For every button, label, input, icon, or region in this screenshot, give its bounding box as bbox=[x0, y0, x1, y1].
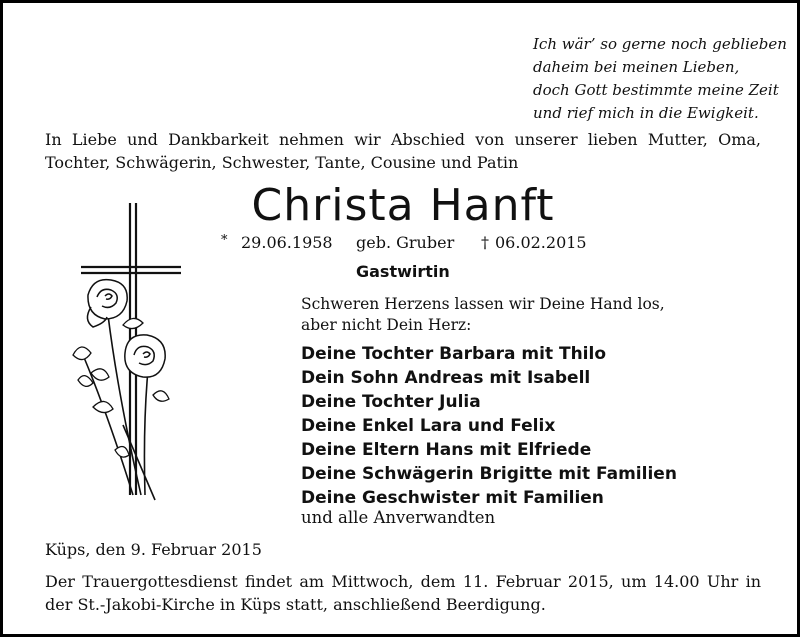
deceased-name: Christa Hanft bbox=[251, 180, 555, 231]
verse-line: doch Gott bestimmte meine Zeit bbox=[533, 81, 779, 99]
occupation: Gastwirtin bbox=[356, 262, 450, 281]
funeral-service-info: Der Trauergottesdienst findet am Mittwoch, dem 11. Februar 2015, um 14.00 Uhr in der St.-Jakobi-Kirche in Küps statt, anschließend Beerdigung. bbox=[45, 572, 761, 614]
mourners-list bbox=[301, 342, 721, 510]
mourner-line: Deine Tochter Julia bbox=[301, 392, 481, 412]
verse-line: und rief mich in die Ewigkeit. bbox=[533, 104, 759, 122]
mourner-line: Deine Enkel Lara und Felix bbox=[301, 416, 556, 436]
death-symbol: † bbox=[481, 233, 489, 252]
mourner-line: Deine Geschwister mit Familien bbox=[301, 488, 604, 508]
lead-line: aber nicht Dein Herz: bbox=[301, 316, 472, 334]
mourner-line: Deine Schwägerin Brigitte mit Familien bbox=[301, 464, 677, 484]
mourner-line: Deine Eltern Hans mit Elfriede bbox=[301, 440, 592, 460]
place-date: Küps, den 9. Februar 2015 bbox=[45, 540, 262, 559]
mourner-line: Dein Sohn Andreas mit Isabell bbox=[301, 368, 591, 388]
lead-text bbox=[301, 294, 721, 336]
mourner-line: Deine Tochter Barbara mit Thilo bbox=[301, 344, 607, 364]
lead-line: Schweren Herzens lassen wir Deine Hand los, bbox=[301, 295, 665, 313]
birth-symbol: * bbox=[221, 233, 228, 248]
maiden-name: geb. Gruber bbox=[356, 233, 455, 252]
cross-with-roses-icon bbox=[63, 195, 183, 515]
verse-line: daheim bei meinen Lieben, bbox=[533, 58, 740, 76]
verse-line: Ich wär’ so gerne noch geblieben bbox=[533, 35, 787, 53]
other-relatives: und alle Anverwandten bbox=[301, 508, 496, 527]
memorial-verse bbox=[533, 33, 793, 125]
intro-text: In Liebe und Dankbarkeit nehmen wir Abschied von unserer lieben Mutter, Oma, Tochter, Schwägerin, Schwester, Tante, Cousine und Patin bbox=[45, 130, 761, 172]
death-date: 06.02.2015 bbox=[495, 233, 587, 252]
birth-date: 29.06.1958 bbox=[241, 233, 333, 252]
